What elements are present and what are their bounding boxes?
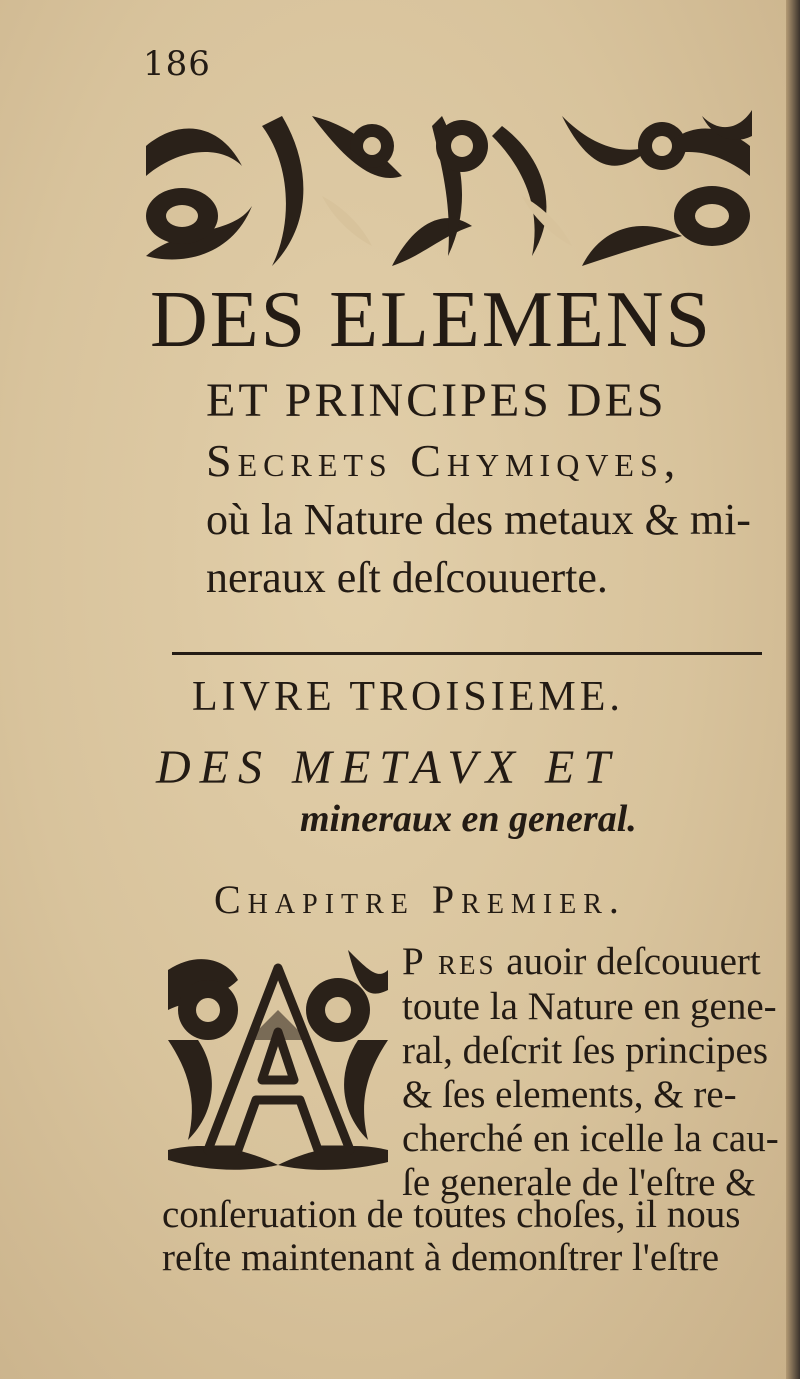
book-heading: LIVRE TROISIEME. (192, 674, 624, 720)
body-line-1-text: auoir deſcouuert (496, 940, 761, 983)
book-subtitle-line-1: DES METAVX ET (156, 741, 620, 794)
page-number: 186 (143, 44, 211, 84)
body-line-1 (402, 942, 761, 981)
book-subtitle-line-2: mineraux en general. (300, 798, 637, 840)
body-line-7: conſeruation de toutes choſes, il nous (162, 1193, 741, 1236)
body-line-5: cherché en icelle la cau- (402, 1117, 779, 1160)
horizontal-rule (172, 652, 762, 655)
floral-headpiece-icon (142, 106, 754, 268)
body-line-8: reſte maintenant à demonſtrer l'eſtre (162, 1236, 720, 1279)
title-line-5: neraux eſt deſcouuerte. (206, 553, 608, 602)
title-line-2: ET PRINCIPES DES (206, 374, 667, 427)
title-line-4: où la Nature des metaux & mi- (206, 495, 751, 544)
body-line-3: ral, deſcrit ſes principes (402, 1029, 769, 1072)
page-edge (786, 0, 800, 1379)
body-line-6: ſe generale de l'eſtre & (402, 1161, 756, 1204)
title-line-3: Secrets Chymiqves, (206, 435, 682, 486)
title-line-1: DES ELEMENS (150, 276, 712, 364)
opening-word: P res (402, 940, 497, 983)
body-line-4: & ſes elements, & re- (402, 1073, 737, 1116)
body-line-2: toute la Nature en gene- (402, 985, 777, 1028)
decorated-initial-a-icon (168, 950, 388, 1172)
chapter-heading: Chapitre Premier. (214, 877, 626, 922)
